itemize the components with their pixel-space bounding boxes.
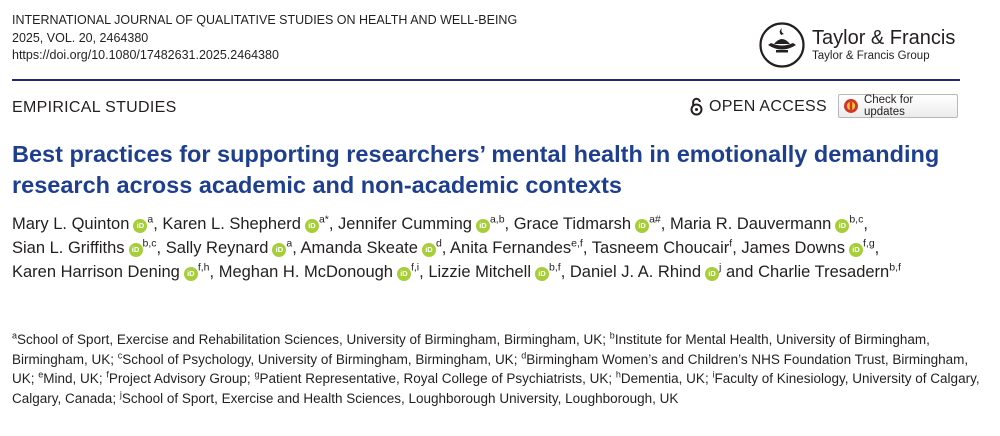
author-affiliation-marker: a* bbox=[318, 213, 329, 226]
author-affiliation-marker: f bbox=[729, 237, 733, 250]
author-name: Tasneem Choucair bbox=[591, 239, 730, 257]
affiliation-key: j bbox=[119, 389, 122, 399]
author[interactable] bbox=[338, 215, 505, 233]
open-access-badge bbox=[690, 97, 827, 116]
author[interactable] bbox=[12, 215, 153, 233]
affiliation-text: Birmingham Women’s and Children’s NHS Foundation Trust, Birmingham, UK bbox=[12, 351, 969, 386]
author-affiliation-marker: a bbox=[147, 213, 154, 226]
author[interactable] bbox=[301, 239, 442, 257]
author[interactable] bbox=[741, 239, 874, 257]
lamp-icon bbox=[759, 22, 805, 68]
orcid-icon[interactable]: iD bbox=[184, 267, 198, 281]
author[interactable] bbox=[12, 263, 210, 281]
open-access-label: OPEN ACCESS bbox=[709, 97, 828, 115]
orcid-icon[interactable]: iD bbox=[272, 243, 286, 257]
affiliation-text: Faculty of Kinesiology, University of Calgary, Calgary, Canada bbox=[12, 371, 980, 406]
publisher-group: Taylor & Francis Group bbox=[812, 49, 930, 62]
affiliation-list: $^a$School of Sport, Exercise and Rehabilitation Sciences, University of Birmingham, Birmingham, UK; $^b$Institute for Mental Health, University of Birmingham, Birmingham, UK; $^c$School of Psychology, University of Birmingham, Birmingham, UK; $^d$Birmingham Women’s and Children’s NHS Foundation Trust, Birmingham, UK; $^e$Mind, UK; $^f$Project Advisory Group; $^g$Patient Representative, Royal College of Psychiatrists, UK; $^h$Dementia, UK; $^i$Faculty of Kinesiology, University of Calgary, Calgary, Canada; $^j$School of Sport, Exercise and Health Sciences, Loughborough University, Loughborough, UK bbox=[12, 330, 980, 406]
publisher-logo[interactable] bbox=[759, 22, 955, 68]
affiliation-key: h bbox=[615, 369, 621, 380]
author-name: Grace Tidmarsh bbox=[513, 215, 632, 233]
author-name: James Downs bbox=[741, 239, 845, 257]
author-affiliation-marker: b,c bbox=[142, 237, 157, 250]
author[interactable] bbox=[219, 263, 419, 281]
author-affiliation-marker: f,i bbox=[410, 261, 420, 274]
affiliation-text: Dementia, UK bbox=[620, 371, 705, 386]
orcid-icon[interactable]: iD bbox=[635, 219, 649, 233]
author-name: Lizzie Mitchell bbox=[428, 263, 532, 281]
article-type-label: EMPIRICAL STUDIES bbox=[12, 99, 177, 116]
author[interactable] bbox=[514, 215, 661, 233]
author-name: Sally Reynard bbox=[165, 239, 269, 257]
author-list: Mary L. Quinton iD $^a$, Karen L. Shepherd iD $^{a*}$, Jennifer Cumming iD $^{a,b}$, Grace Tidmarsh iD $^{a\#}$, Maria R. Dauvermann iD $^{b,c}$, Sian L. Griffiths iD $^{b,c}$, Sally Reynard iD $^a$, Amanda Skeate iD $^d$, Anita Fernandes$^{e,f}$, Tasneem Choucair$^f$, James Downs iD $^{f,g}$, Karen Harrison Dening iD $^{f,h}$, Meghan H. McDonough iD $^{f,i}$, Lizzie Mitchell iD $^{b,f}$, Daniel J. A. Rhind iD $^j$ and Charlie Tresadern$^{b,f}$ bbox=[12, 213, 901, 281]
author[interactable] bbox=[162, 215, 328, 233]
open-lock-icon bbox=[690, 97, 703, 116]
orcid-icon[interactable]: iD bbox=[705, 267, 719, 281]
journal-name: INTERNATIONAL JOURNAL OF QUALITATIVE STUDIES ON HEALTH AND WELL-BEING bbox=[12, 13, 518, 27]
author-name: Charlie Tresadern bbox=[758, 263, 890, 281]
affiliation-text: School of Sport, Exercise and Rehabilitation Sciences, University of Birmingham, Birmingham, UK bbox=[17, 332, 603, 347]
author-affiliation-marker: a,b bbox=[489, 213, 505, 226]
affiliation-text: School of Psychology, University of Birmingham, Birmingham, UK bbox=[122, 351, 514, 367]
author[interactable] bbox=[12, 239, 157, 257]
affiliation-key: b bbox=[609, 330, 615, 341]
affiliation-key: a bbox=[12, 330, 18, 341]
author[interactable] bbox=[592, 239, 733, 257]
publisher-name: Taylor & Francis bbox=[812, 26, 956, 49]
doi-link[interactable]: https://doi.org/10.1080/17482631.2025.2464380 bbox=[12, 48, 279, 62]
orcid-icon[interactable]: iD bbox=[397, 267, 411, 281]
author[interactable] bbox=[570, 263, 722, 281]
journal-volume: 2025, VOL. 20, 2464380 bbox=[12, 30, 149, 45]
affiliation-key: i bbox=[712, 369, 715, 380]
author-affiliation-marker: b,f bbox=[549, 261, 561, 274]
orcid-icon[interactable]: iD bbox=[422, 243, 436, 257]
affiliation-text: Institute for Mental Health, University of Birmingham, Birmingham, UK bbox=[12, 332, 930, 367]
author-name: Meghan H. McDonough bbox=[218, 263, 393, 281]
author-affiliation-marker: e,f bbox=[571, 237, 583, 250]
author[interactable] bbox=[450, 239, 583, 257]
orcid-icon[interactable]: iD bbox=[305, 219, 319, 233]
author-affiliation-marker: a bbox=[286, 237, 293, 250]
author-affiliation-marker: b,f bbox=[889, 261, 901, 274]
header-rule bbox=[12, 79, 960, 81]
author-name: Jennifer Cumming bbox=[338, 215, 472, 233]
check-updates-label: Check for updates bbox=[863, 94, 914, 118]
affiliation-key: c bbox=[117, 350, 123, 360]
author[interactable] bbox=[670, 215, 863, 233]
orcid-icon[interactable]: iD bbox=[835, 219, 849, 233]
author-name: Anita Fernandes bbox=[450, 239, 572, 257]
orcid-icon[interactable]: iD bbox=[129, 243, 143, 257]
author-affiliation-marker: d bbox=[435, 237, 442, 250]
author-name: Karen Harrison Dening bbox=[12, 263, 180, 281]
author-and: and bbox=[721, 263, 759, 281]
journal-header bbox=[12, 12, 517, 65]
author-name: Mary L. Quinton bbox=[12, 215, 130, 233]
affiliation-text: Project Advisory Group bbox=[108, 371, 247, 386]
orcid-icon[interactable]: iD bbox=[849, 243, 863, 257]
check-updates-button[interactable] bbox=[838, 94, 958, 118]
author-affiliation-marker: b,c bbox=[849, 213, 864, 226]
author-affiliation-marker: j bbox=[719, 261, 722, 274]
affiliation-text: Patient Representative, Royal College of Psychiatrists, UK bbox=[259, 371, 609, 386]
author-name: Daniel J. A. Rhind bbox=[569, 263, 702, 281]
affiliation-text: Mind, UK bbox=[43, 371, 99, 386]
author[interactable] bbox=[428, 263, 560, 281]
author-affiliation-marker: a# bbox=[649, 213, 661, 226]
author-affiliation-marker: f,h bbox=[197, 261, 210, 274]
affiliation-text: School of Sport, Exercise and Health Sciences, Loughborough University, Loughborough, UK bbox=[121, 390, 679, 406]
author-name: Amanda Skeate bbox=[300, 239, 418, 257]
article-title: Best practices for supporting researchers’ mental health in emotionally demanding research across academic and non-academic contexts bbox=[12, 141, 940, 198]
author-name: Sian L. Griffiths bbox=[12, 239, 125, 257]
author[interactable] bbox=[166, 239, 293, 257]
affiliation-key: e bbox=[38, 369, 44, 380]
author-name: Maria R. Dauvermann bbox=[669, 215, 832, 233]
orcid-icon[interactable]: iD bbox=[476, 219, 490, 233]
author-name: Karen L. Shepherd bbox=[162, 215, 301, 233]
affiliation-key: f bbox=[106, 369, 109, 380]
author-affiliation-marker: f,g bbox=[862, 237, 875, 250]
orcid-icon[interactable]: iD bbox=[133, 219, 147, 233]
affiliation-key: d bbox=[521, 350, 527, 360]
author[interactable] bbox=[758, 263, 901, 281]
orcid-icon[interactable]: iD bbox=[535, 267, 549, 281]
crossmark-icon bbox=[843, 98, 859, 114]
affiliation-key: g bbox=[254, 369, 260, 380]
